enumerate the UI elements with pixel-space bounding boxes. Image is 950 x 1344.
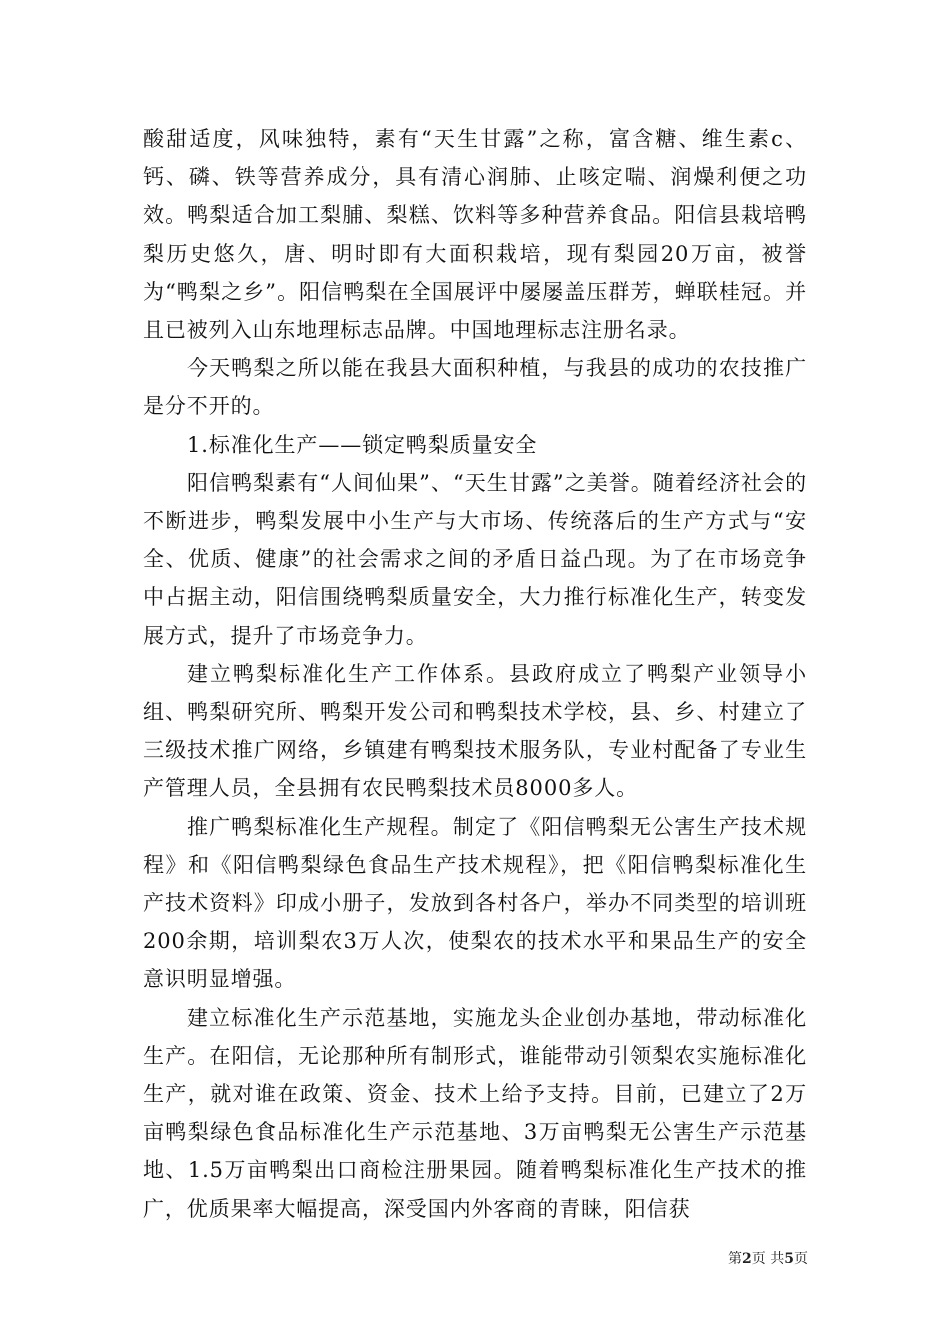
section-heading: 1.标准化生产——锁定鸭梨质量安全 xyxy=(187,432,538,457)
current-page-number: 2 xyxy=(742,1251,752,1267)
paragraph-5: 推广鸭梨标准化生产规程。制定了《阳信鸭梨无公害生产技术规程》和《阳信鸭梨绿色食品生产技术规程》，把《阳信鸭梨标准化生产技术资料》印成小册子，发放到各村各户，举办不同类型的培训班200余期，培训梨农3万人次，使梨农的技术水平和果品生产的安全意识明显增强。 xyxy=(143,814,807,992)
footer-suffix: 页 xyxy=(794,1251,808,1267)
total-page-number: 5 xyxy=(784,1251,794,1267)
paragraph-6: 建立标准化生产示范基地，实施龙头企业创办基地，带动标准化生产。在阳信，无论那种所有制形式，谁能带动引领梨农实施标准化生产，就对谁在政策、资金、技术上给予支持。目前，已建立了2万亩鸭梨绿色食品标准化生产示范基地、3万亩鸭梨无公害生产示范基地、1.5万亩鸭梨出口商检注册果园。随着鸭梨标准化生产技术的推广，优质果率大幅提高，深受国内外客商的青睐，阳信获 xyxy=(143,1005,807,1221)
paragraph-4: 建立鸭梨标准化生产工作体系。县政府成立了鸭梨产业领导小组、鸭梨研究所、鸭梨开发公司和鸭梨技术学校，县、乡、村建立了三级技术推广网络，乡镇建有鸭梨技术服务队，专业村配备了专业生产管理人员，全县拥有农民鸭梨技术员8000多人。 xyxy=(143,661,807,801)
document-body xyxy=(143,120,807,1228)
paragraph-1: 酸甜适度，风味独特，素有“天生甘露”之称，富含糖、维生素c、钙、磷、铁等营养成分，具有清心润肺、止咳定喘、润燥利便之功效。鸭梨适合加工梨脯、梨糕、饮料等多种营养食品。阳信县栽培鸭梨历史悠久，唐、明时即有大面积栽培，现有梨园20万亩，被誉为“鸭梨之乡”。阳信鸭梨在全国展评中屡屡盖压群芳，蝉联桂冠。并且已被列入山东地理标志品牌。中国地理标志注册名录。 xyxy=(143,127,807,343)
page-number-footer xyxy=(728,1248,808,1268)
footer-middle: 页 共 xyxy=(751,1251,785,1267)
paragraph-3: 阳信鸭梨素有“人间仙果”、“天生甘露”之美誉。随着经济社会的不断进步，鸭梨发展中小生产与大市场、传统落后的生产方式与“安全、优质、健康”的社会需求之间的矛盾日益凸现。为了在市场竞争中占据主动，阳信围绕鸭梨质量安全，大力推行标准化生产，转变发展方式，提升了市场竞争力。 xyxy=(143,470,807,648)
paragraph-2: 今天鸭梨之所以能在我县大面积种植，与我县的成功的农技推广是分不开的。 xyxy=(143,356,807,419)
footer-prefix: 第 xyxy=(728,1251,743,1267)
